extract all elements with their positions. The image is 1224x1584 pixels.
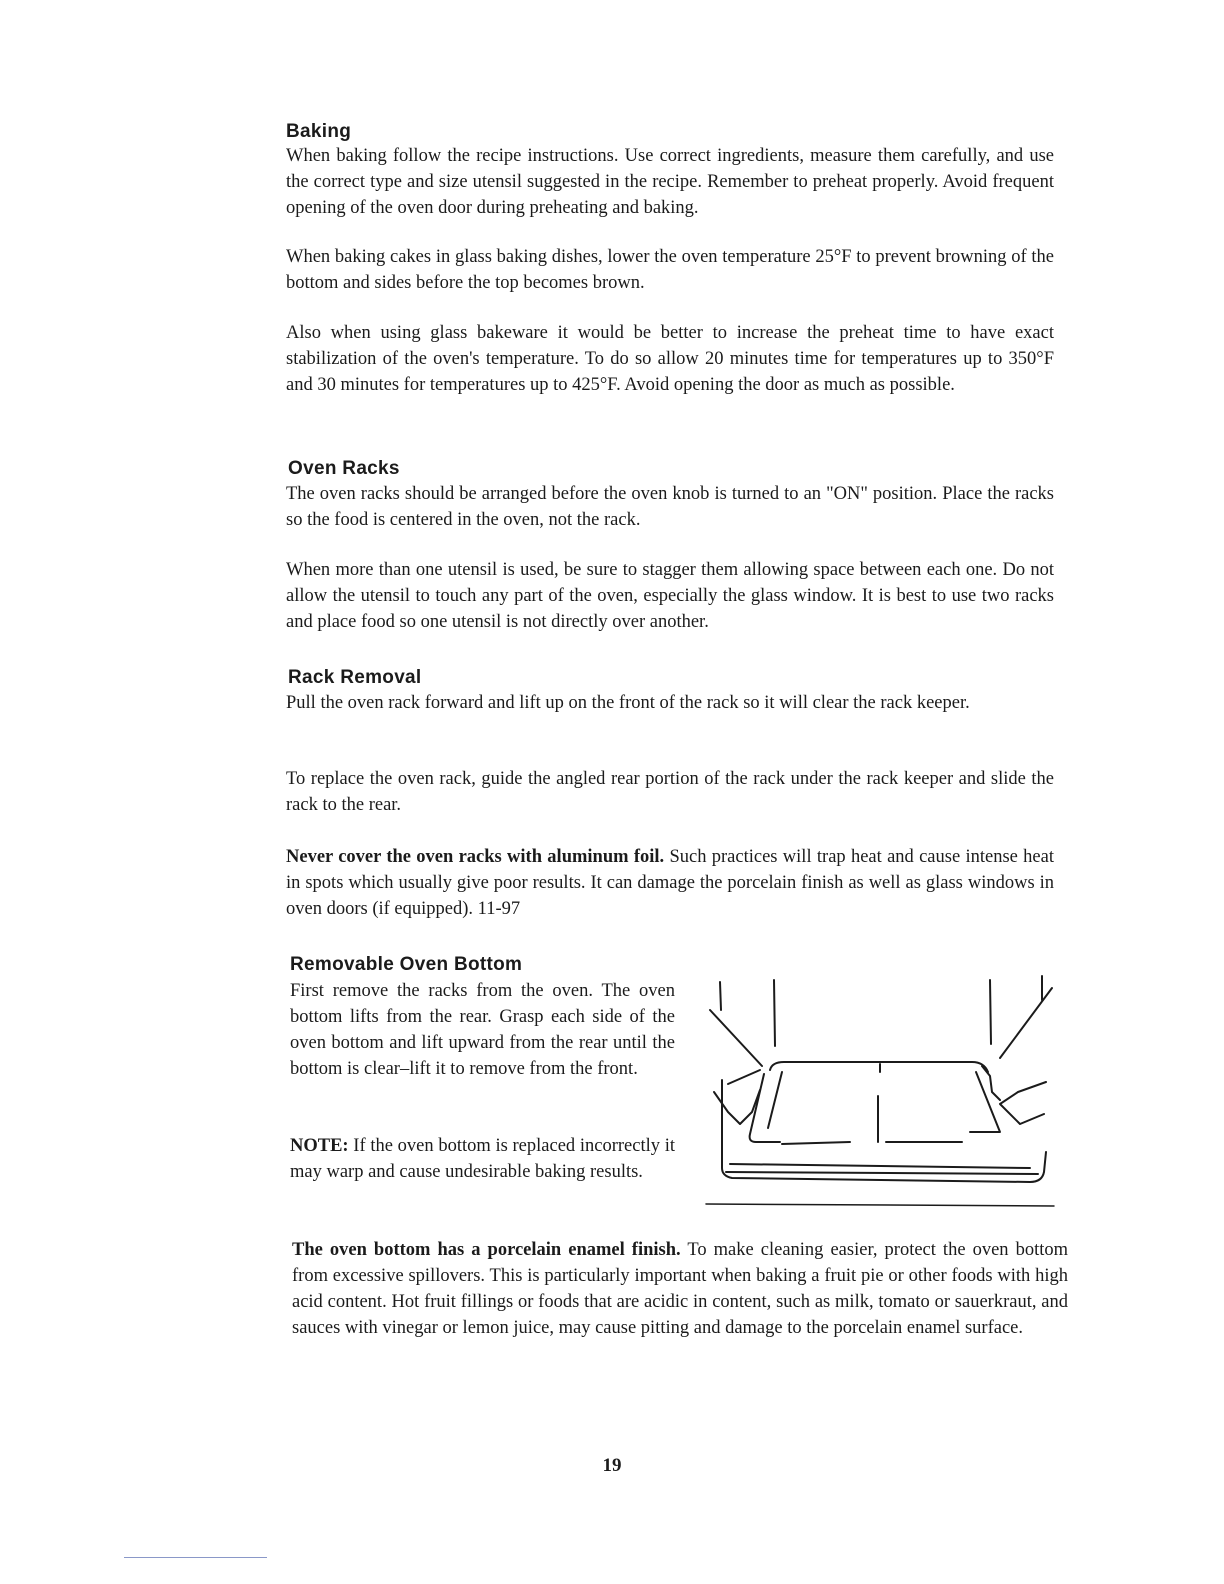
foil-warning-bold: Never cover the oven racks with aluminum foil. (286, 847, 665, 867)
oven-bottom-diagram (700, 972, 1060, 1212)
porcelain-finish-bold: The oven bottom has a porcelain enamel finish. (292, 1240, 681, 1260)
foil-warning-paragraph (286, 844, 1054, 922)
oven-bottom-front-edge (782, 1142, 962, 1144)
right-arrow-line (1000, 988, 1052, 1058)
footer-rule (124, 1557, 267, 1558)
oven-floor-edge (726, 1172, 1038, 1174)
note-label: NOTE: (290, 1136, 349, 1156)
oven-bottom-paragraph-1: First remove the racks from the oven. The oven bottom lifts from the rear. Grasp each side of the oven bottom and lift upward from the rear until the bottom is clear–lift it to remove from the front. (290, 981, 675, 1079)
oven-racks-paragraph-2: When more than one utensil is used, be sure to stagger them allowing space between each one. Do not allow the utensil to touch any part of the oven, especially the glass window. It is best to use two racks and place food so one utensil is not directly over another. (286, 560, 1054, 632)
foil-warning-text: Such practices will trap heat and cause intense heat in spots which usually give poor results. It can damage the porcelain finish as well as glass windows in oven doors (if equipped). 11-97 (286, 847, 1054, 919)
rack-removal-paragraph-2: To replace the oven rack, guide the angled rear portion of the rack under the rack keeper and slide the rack to the rear. (286, 769, 1054, 815)
left-arrow-line (710, 1010, 762, 1066)
oven-wall-line-left-outer (720, 982, 721, 1010)
baking-paragraph-1: When baking follow the recipe instructions. Use correct ingredients, measure them carefully, and use the correct type and size utensil suggested in the recipe. Remember to preheat properly. Avoid frequent opening of the oven door during preheating and baking. (286, 146, 1054, 218)
right-hand-grip (982, 1066, 1046, 1124)
baking-paragraph-3: Also when using glass bakeware it would be better to increase the preheat time to have exact stabilization of the oven's temperature. To do so allow 20 minutes time for temperatures up to 350°F and 30 minutes for temperatures up to 425°F. Avoid opening the door as much as possible. (286, 323, 1054, 395)
rack-removal-paragraph-1: Pull the oven rack forward and lift up on the front of the rack so it will clear the rack keeper. (286, 693, 970, 713)
left-hand-grip (714, 1070, 760, 1124)
oven-wall-line-left-inner (774, 980, 775, 1046)
oven-floor-line (730, 1164, 1030, 1168)
rack-removal-heading: Rack Removal (288, 667, 422, 688)
baking-paragraph-2: When baking cakes in glass baking dishes, lower the oven temperature 25°F to prevent browning of the bottom and sides before the top becomes brown. (286, 247, 1054, 293)
oven-bottom-note (290, 1133, 675, 1185)
page-number: 19 (602, 1455, 622, 1476)
porcelain-finish-text: To make cleaning easier, protect the oven bottom from excessive spillovers. This is particularly important when baking a fruit pie or other foods with high acid content. Hot fruit fillings or foods that are acidic in content, such as milk, tomato or sauerkraut, and sauces with vinegar or lemon juice, may cause pitting and damage to the porcelain enamel surface. (292, 1240, 1069, 1338)
removable-oven-bottom-heading: Removable Oven Bottom (290, 954, 523, 975)
oven-bottom-right-inner (970, 1072, 1000, 1132)
oven-racks-paragraph-1: The oven racks should be arranged before the oven knob is turned to an "ON" position. Place the racks so the food is centered in the oven, not the rack. (286, 484, 1054, 530)
diagram-base-line (706, 1204, 1054, 1206)
oven-bottom-left-inner (768, 1072, 782, 1128)
baking-heading: Baking (286, 121, 352, 142)
oven-wall-line-right-inner (990, 980, 991, 1044)
note-text: If the oven bottom is replaced incorrectly it may warp and cause undesirable baking results. (290, 1136, 675, 1182)
oven-racks-heading: Oven Racks (288, 458, 400, 479)
porcelain-finish-paragraph (292, 1237, 1068, 1341)
